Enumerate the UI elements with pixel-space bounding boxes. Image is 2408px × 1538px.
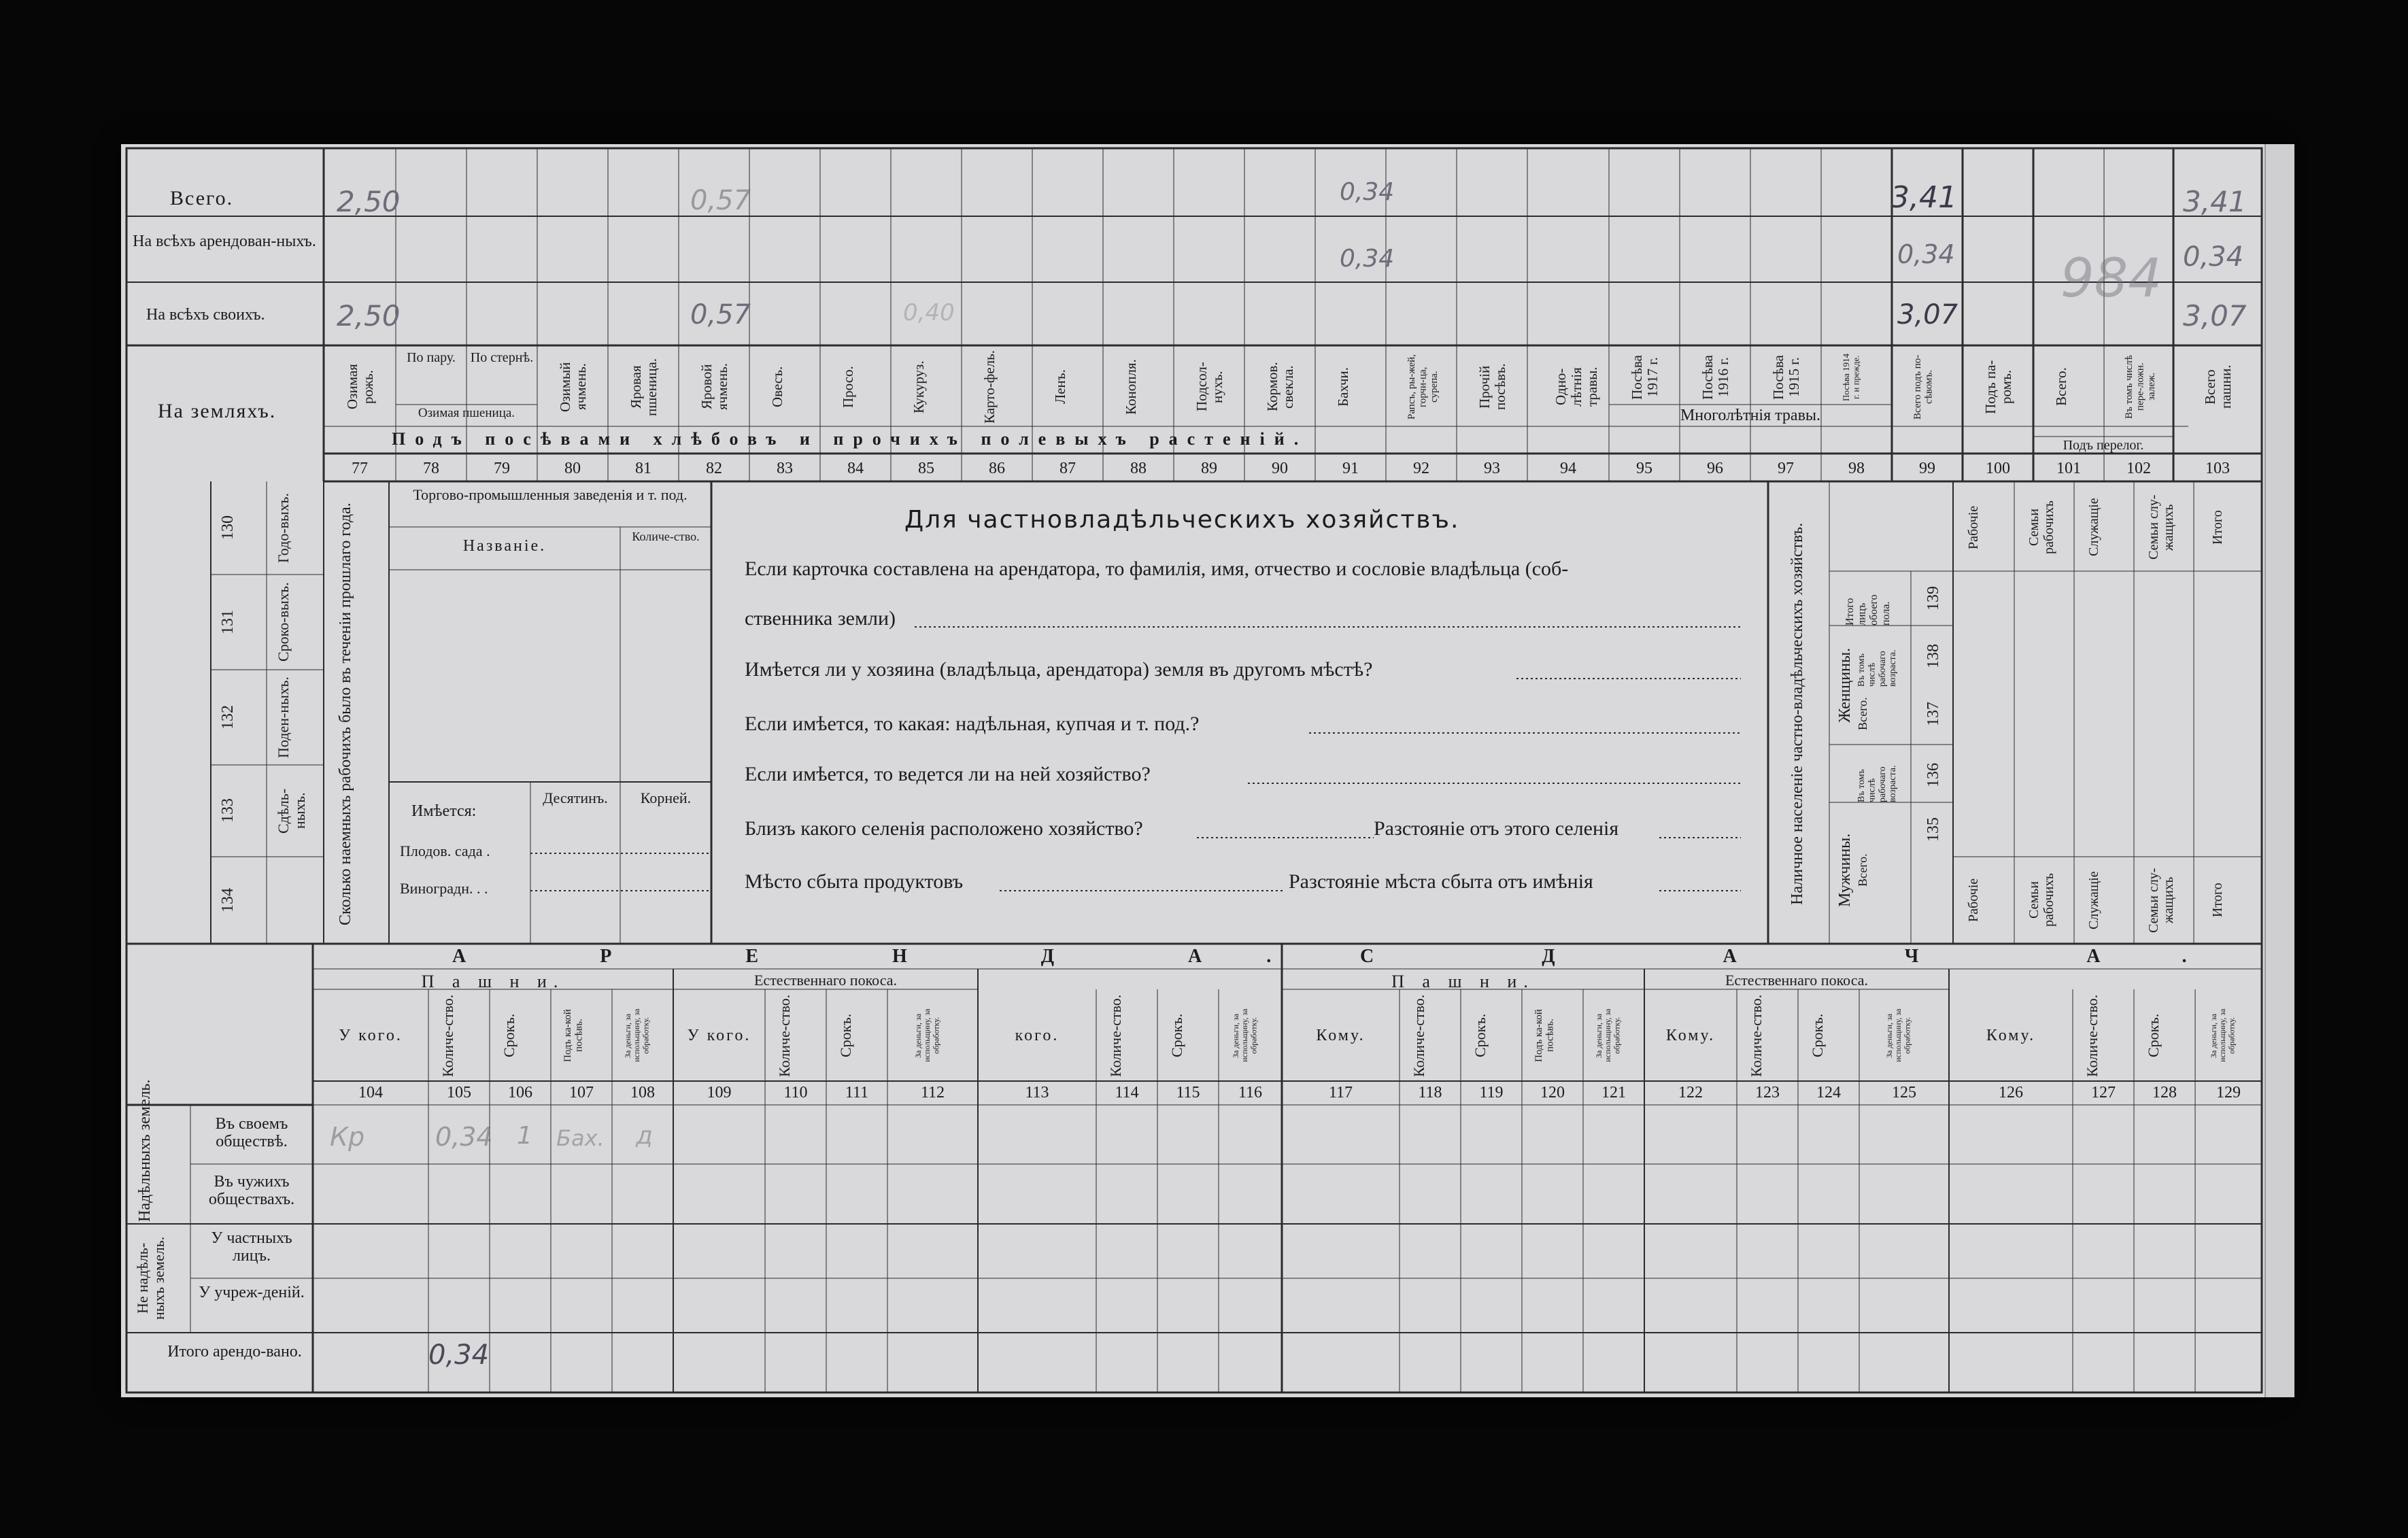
crop-num-88: 88 [1130, 460, 1147, 477]
hw-own-85: 0,40 [903, 299, 955, 326]
hired-col-131-num: 131 [219, 610, 237, 634]
crop-num-90: 90 [1272, 460, 1288, 477]
lease-col-110-label: Количе-ство. [776, 994, 793, 1077]
q-other-land: Имѣется ли у хозяина (владѣльца, арендатора) земля въ другомъ мѣстѣ? [745, 658, 1373, 681]
crop-label-93: Прочiй посѣвъ. [1476, 363, 1509, 411]
hired-workers-caption: Сколько наемныхъ рабочихъ было въ теченiи прошлаго года. [337, 502, 354, 925]
crop-label-92: Рапсъ, ры-жей, горчи-ца, сурепа. [1406, 354, 1440, 420]
crop-num-91: 91 [1342, 460, 1359, 477]
crop-num-94: 94 [1560, 460, 1576, 477]
row-own-label: На всѣхъ своихъ. [146, 306, 265, 324]
lease-col-119-label: Срокъ. [1472, 1013, 1489, 1058]
lease-col-109-label: У кого. [687, 1027, 751, 1044]
crop-num-86: 86 [989, 460, 1005, 477]
hired-col-133-label: Сдѣль-ныхъ. [275, 788, 309, 834]
crop-num-89: 89 [1201, 460, 1217, 477]
hw-r1-108: д [636, 1122, 653, 1150]
num-137: 137 [1924, 702, 1942, 726]
crop-label-84: Просо. [840, 366, 856, 408]
crop-num-96: 96 [1707, 460, 1723, 477]
crop-label-80: Озимый ячмень. [557, 362, 590, 412]
q-market-distance: Разстоянiе мѣста сбыта отъ имѣнiя [1289, 870, 1593, 893]
lease-col-124-num: 124 [1816, 1084, 1841, 1101]
lease-col-123-label: Количе-ство. [1748, 994, 1765, 1077]
lease-col-106-num: 106 [508, 1084, 532, 1101]
crop-label-86: Карто-фель. [981, 350, 998, 424]
hw-rented-91: 0,34 [1340, 245, 1395, 273]
hw-margin-note: 984 [2061, 248, 2162, 309]
hw-own-103: 3,07 [2183, 299, 2247, 332]
pop-col-4-top: Итого [2210, 510, 2225, 545]
hw-total-105: 0,34 [428, 1339, 490, 1371]
crop-num-80: 80 [564, 460, 581, 477]
row-rented-label: На всѣхъ арендован-ныхъ. [133, 233, 316, 250]
crop-label-89: Подсол-нухъ. [1193, 362, 1226, 412]
lease-col-117-num: 117 [1328, 1084, 1353, 1101]
crop-num-100: 100 [1986, 460, 2010, 477]
hw-total-91: 0,34 [1340, 178, 1395, 206]
trade-title: Торгово-промышленныя заведенiя и т. под. [413, 486, 688, 503]
pop-col-3-top: Семьи слу-жащихъ [2146, 494, 2176, 560]
row-private-persons: У частныхъ лицъ. [211, 1229, 292, 1265]
crop-label-101: Всего. [2053, 367, 2069, 407]
lease-col-120-label: Подъ ка-кой посѣвъ. [1533, 1009, 1556, 1062]
perennial-group: Многолѣтнiя травы. [1680, 407, 1821, 424]
crop-label-83: Овесъ. [769, 366, 785, 408]
crop-num-101: 101 [2056, 460, 2081, 477]
arenda-pashni: П а ш н и. [421, 972, 565, 991]
crop-label-85: Кукуруз. [911, 360, 927, 413]
crop-label-99: Всего подъ по-сѣвомъ. [1912, 354, 1935, 420]
pop-col-1-top: Семьи рабочихъ [2027, 500, 2056, 554]
q-village: Близъ какого селенiя расположено хозяйство? [745, 817, 1143, 840]
crop-label-77: Озимая рожь. [344, 364, 377, 410]
num-136: 136 [1924, 763, 1942, 787]
num-139: 139 [1924, 586, 1942, 611]
has-label: Имѣется: [411, 802, 477, 820]
lease-col-116-num: 116 [1238, 1084, 1263, 1101]
sdacha-title: С Д А Ч А. [1360, 946, 2269, 967]
hw-rented-103: 0,34 [2183, 241, 2244, 273]
nadel-lands-label: Надѣльныхъ земель. [136, 1079, 154, 1222]
crop-label-87: Ленъ. [1052, 369, 1068, 405]
q-owner-a: Если карточка составлена на арендатора, то фамилiя, имя, отчество и сословiе владѣльца (соб- [745, 558, 1569, 580]
crop-label-103: Всего пашни. [2202, 364, 2235, 409]
fallow-group: Подъ перелог. [2063, 438, 2144, 453]
hw-rented-99: 0,34 [1897, 239, 1955, 269]
lease-col-124-label: Срокъ. [1809, 1013, 1826, 1058]
lease-col-108-label: За деньги, за испольщину, за обработку. [623, 1008, 651, 1063]
lease-col-129-label: За деньги, за испольщину, за обработку. [2209, 1008, 2237, 1063]
lease-col-109-num: 109 [707, 1084, 732, 1101]
lease-col-107-num: 107 [569, 1084, 594, 1101]
crop-label-78: По пару. [407, 350, 456, 365]
lease-col-120-num: 120 [1540, 1084, 1565, 1101]
pop-col-2-bottom: Служащiе [2086, 871, 2101, 929]
hw-own-99: 3,07 [1897, 299, 1958, 330]
crops-band-title: Подъ посѣвами хлѣбовъ и прочихъ полевыхъ растенiй. [392, 429, 1308, 449]
pop-col-0-top: Рабочiе [1966, 505, 1981, 549]
lease-col-112-num: 112 [920, 1084, 945, 1101]
population-caption: Наличное населенiе частно-владѣльческихъ хозяйствъ. [1788, 522, 1806, 906]
lease-col-126-label: Кому. [1986, 1027, 2036, 1044]
crop-label-98: Посѣва 1914 г. и прежде. [1841, 353, 1861, 402]
crop-num-82: 82 [706, 460, 722, 477]
desyatin-header: Десятинъ. [543, 789, 608, 806]
pop-col-1-bottom: Семьи рабочихъ [2027, 873, 2056, 927]
vineyard-label: Виноградн. . . [400, 880, 488, 897]
row-institutions: У учреж-денiй. [199, 1284, 305, 1301]
crop-num-85: 85 [918, 460, 934, 477]
private-title: Для частновладѣльческихъ хозяйствъ. [904, 506, 1460, 534]
lease-col-129-num: 129 [2216, 1084, 2241, 1101]
total-both-label: Итого лицъ обоего пола. [1844, 594, 1892, 626]
trade-name-header: Названiе. [462, 537, 547, 555]
lease-col-104-num: 104 [358, 1084, 383, 1101]
hw-total-99: 3,41 [1890, 180, 1957, 215]
hired-col-132-num: 132 [219, 705, 237, 730]
hired-col-131-label: Сроко-выхъ. [275, 582, 292, 662]
hw-own-82: 0,57 [690, 299, 751, 330]
crop-num-103: 103 [2205, 460, 2230, 477]
sdacha-pashni: П а ш н и. [1391, 972, 1535, 991]
lease-col-108-num: 108 [630, 1084, 655, 1101]
crop-num-97: 97 [1778, 460, 1794, 477]
crop-label-96: Посѣва 1916 г. [1699, 355, 1732, 400]
lease-col-113-num: 113 [1025, 1084, 1049, 1101]
crop-num-79: 79 [494, 460, 510, 477]
hw-r1-107: Бах. [556, 1125, 605, 1151]
women-total-label: Всего. [1856, 697, 1869, 731]
lease-col-106-label: Срокъ. [501, 1013, 518, 1058]
crop-num-95: 95 [1636, 460, 1652, 477]
lease-col-114-num: 114 [1115, 1084, 1139, 1101]
hired-col-134-num: 134 [219, 888, 237, 912]
lease-col-122-num: 122 [1678, 1084, 1703, 1101]
lease-col-126-num: 126 [1999, 1084, 2023, 1101]
hired-col-133-num: 133 [219, 798, 237, 823]
lease-col-104-label: У кого. [339, 1027, 403, 1044]
arenda-pokos: Естественнаго покоса. [753, 972, 897, 989]
orchard-label: Плодов. сада . [400, 842, 490, 859]
hw-r1-104: Кр [330, 1122, 365, 1152]
row-total-label: Всего. [170, 187, 234, 209]
lease-col-105-label: Количе-ство. [439, 994, 456, 1077]
hired-col-130-num: 130 [219, 515, 237, 541]
lease-col-115-num: 115 [1176, 1084, 1200, 1101]
men-working-label: Въ томъ числѣ рабочаго возраста. [1856, 765, 1899, 802]
trade-qty-header: Количе-ство. [632, 530, 700, 543]
winter-wheat-group: Озимая пшеница. [418, 406, 515, 420]
lease-col-122-label: Кому. [1665, 1027, 1716, 1044]
crop-label-95: Посѣва 1917 г. [1629, 355, 1661, 400]
lease-col-125-label: За деньги, за испольщину, за обработку. [1884, 1008, 1912, 1063]
crop-num-84: 84 [847, 460, 864, 477]
crop-label-88: Конопля. [1123, 359, 1139, 415]
crop-label-100: Подъ па-ромъ. [1982, 360, 2015, 414]
q-market: Мѣсто сбыта продуктовъ [745, 870, 964, 893]
lease-col-112-label: За деньги, за испольщину, за обработку. [913, 1008, 940, 1063]
lease-col-117-label: Кому. [1316, 1027, 1366, 1044]
lease-col-127-num: 127 [2091, 1084, 2116, 1101]
lease-col-123-num: 123 [1755, 1084, 1780, 1101]
q-owner-b: ственника земли) [745, 607, 896, 630]
row-total-rented: Итого арендо-вано. [167, 1343, 302, 1361]
men-label: Мужчины. [1836, 833, 1854, 908]
hired-col-130-label: Годо-выхъ. [275, 493, 292, 563]
hw-r1-105: 0,34 [435, 1122, 493, 1152]
hw-total-77: 2,50 [337, 185, 401, 218]
lease-col-128-num: 128 [2152, 1084, 2177, 1101]
hw-total-103: 3,41 [2183, 185, 2247, 218]
pop-col-0-bottom: Рабочiе [1966, 878, 1981, 923]
crop-num-87: 87 [1059, 460, 1076, 477]
lease-col-107-label: Подъ ка-кой посѣвъ. [562, 1009, 585, 1062]
hw-total-82: 0,57 [690, 185, 751, 216]
women-working-label: Въ томъ числѣ рабочаго возраста. [1856, 649, 1899, 687]
lease-col-115-label: Срокъ. [1168, 1013, 1185, 1058]
pop-col-3-bottom: Семьи слу-жащихъ [2146, 868, 2176, 933]
hired-col-134-label [275, 864, 316, 937]
crop-label-90: Кормов. свекла. [1264, 362, 1297, 412]
row-own-society: Въ своемъ обществѣ. [215, 1115, 288, 1151]
men-total-label: Всего. [1856, 853, 1869, 887]
lease-col-113-label: кого. [1015, 1027, 1059, 1044]
crop-label-94: Одно-лѣтнiя травы. [1553, 366, 1601, 407]
q-farming: Если имѣется, то ведется ли на ней хозяйство? [745, 763, 1151, 785]
row-on-lands-label: На земляхъ. [158, 400, 277, 422]
crop-num-93: 93 [1484, 460, 1500, 477]
lease-col-114-label: Количе-ство. [1107, 994, 1124, 1077]
lease-col-125-num: 125 [1892, 1084, 1916, 1101]
crop-label-102: Въ томъ числѣ пере-ложн. залеж. [2124, 355, 2157, 419]
lease-col-118-num: 118 [1418, 1084, 1442, 1101]
roots-header: Корней. [640, 789, 692, 806]
crop-num-78: 78 [423, 460, 439, 477]
lease-col-111-label: Срокъ. [837, 1013, 854, 1058]
lease-col-116-label: За деньги, за испольщину, за обработку. [1230, 1008, 1258, 1063]
women-label: Женщины. [1836, 647, 1854, 723]
lease-col-118-label: Количе-ство. [1410, 994, 1427, 1077]
lease-col-121-label: За деньги, за испольщину, за обработку. [1594, 1008, 1622, 1063]
crop-num-99: 99 [1919, 460, 1935, 477]
lease-col-127-label: Количе-ство. [2084, 994, 2101, 1077]
sdacha-pokos: Естественнаго покоса. [1725, 972, 1868, 989]
q-land-type: Если имѣется, то какая: надѣльная, купчая и т. под.? [745, 713, 1200, 735]
crop-num-102: 102 [2126, 460, 2151, 477]
crop-label-81: Яровая пшеница. [628, 358, 660, 416]
non-nadel-lands-label: Не надѣль-ныхъ земель. [134, 1236, 168, 1320]
crop-num-83: 83 [777, 460, 793, 477]
crop-num-98: 98 [1848, 460, 1865, 477]
pop-col-2-top: Служащiе [2086, 498, 2101, 557]
lease-col-128-label: Срокъ. [2145, 1013, 2162, 1058]
num-135: 135 [1924, 817, 1942, 842]
arenda-title: А Р Е Н Д А. [452, 946, 1336, 967]
lease-col-111-num: 111 [845, 1084, 869, 1101]
hw-own-77: 2,50 [337, 299, 401, 332]
lease-col-110-num: 110 [783, 1084, 808, 1101]
lease-col-121-num: 121 [1601, 1084, 1626, 1101]
crop-num-77: 77 [352, 460, 368, 477]
crop-num-81: 81 [635, 460, 651, 477]
num-138: 138 [1924, 644, 1942, 668]
lease-col-105-num: 105 [447, 1084, 471, 1101]
crop-label-79: По стернѣ. [470, 350, 534, 365]
crop-num-92: 92 [1413, 460, 1429, 477]
crop-label-97: Посѣва 1915 г. [1770, 355, 1803, 400]
pop-col-4-bottom: Итого [2210, 883, 2225, 918]
crop-label-82: Яровой ячмень. [698, 363, 731, 411]
crop-label-91: Бахчи. [1335, 367, 1351, 407]
lease-col-119-num: 119 [1479, 1084, 1504, 1101]
hw-r1-106: 1 [517, 1122, 532, 1150]
q-village-distance: Разстоянiе отъ этого селенiя [1374, 817, 1619, 840]
hired-col-132-label: Поден-ныхъ. [275, 677, 292, 758]
row-other-society: Въ чужихъ обществахъ. [208, 1173, 295, 1209]
